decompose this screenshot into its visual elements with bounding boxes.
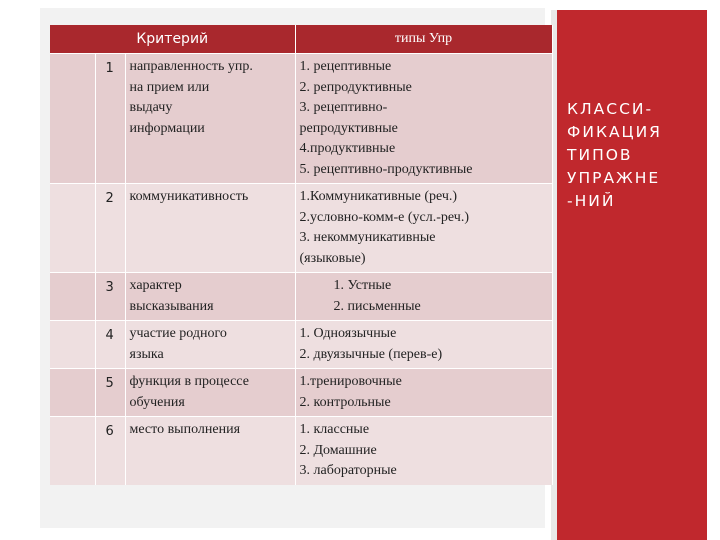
criterion-line: высказывания	[129, 298, 214, 314]
side-gutter-cell	[50, 369, 95, 417]
header-types: типы Упр	[295, 25, 552, 54]
row-number: 5	[95, 369, 125, 417]
type-line: 1. классные	[299, 422, 370, 437]
criterion-line: языка	[129, 346, 164, 362]
type-line: 1.тренировочные	[299, 374, 402, 389]
criterion-cell	[125, 417, 295, 485]
classification-table	[50, 25, 553, 485]
criterion-cell	[125, 273, 295, 321]
criterion-line: информации	[129, 120, 205, 136]
slide-title: КЛАССИ- ФИКАЦИЯ ТИПОВ УПРАЖНЕ -НИЙ	[567, 100, 662, 210]
row-number: 2	[95, 184, 125, 273]
row-number: 1	[95, 54, 125, 184]
table-row	[50, 54, 552, 184]
table-row	[50, 417, 552, 485]
table-row	[50, 273, 552, 321]
side-gutter-cell	[50, 54, 95, 184]
criterion-line: участие родного	[129, 326, 227, 341]
header-criterion: Критерий	[50, 25, 295, 54]
row-number: 4	[95, 321, 125, 369]
criterion-line: на прием или	[129, 79, 210, 95]
criterion-line: характер	[129, 278, 182, 293]
criterion-cell	[125, 184, 295, 273]
criterion-cell	[125, 369, 295, 417]
type-line: 5. рецептивно-продуктивные	[299, 161, 473, 177]
type-line: 3. рецептивно-	[299, 100, 388, 115]
type-line: 2. контрольные	[299, 394, 391, 410]
type-line: 1. Устные	[333, 278, 392, 293]
types-cell	[295, 417, 552, 485]
criterion-cell	[125, 54, 295, 184]
types-cell	[295, 321, 552, 369]
type-line: 2. репродуктивные	[299, 79, 412, 95]
criterion-cell	[125, 321, 295, 369]
type-line: 3. лабораторные	[299, 463, 397, 478]
row-number: 3	[95, 273, 125, 321]
side-gutter-cell	[50, 184, 95, 273]
criterion-line: выдачу	[129, 100, 173, 115]
criterion-line: коммуникативность	[129, 189, 249, 204]
types-cell	[295, 184, 552, 273]
side-gutter-cell	[50, 321, 95, 369]
type-line: 1. рецептивные	[299, 59, 392, 74]
type-line: (языковые)	[299, 250, 366, 266]
criterion-line: функция в процессе	[129, 374, 249, 389]
table-body	[50, 54, 552, 485]
table-row	[50, 184, 552, 273]
table-header	[50, 25, 552, 54]
side-gutter-cell	[50, 273, 95, 321]
row-number: 6	[95, 417, 125, 485]
type-line: 1.Коммуникативные (реч.)	[299, 189, 458, 204]
title-panel	[557, 10, 707, 540]
criterion-line: место выполнения	[129, 422, 241, 437]
type-line: 2.условно-комм-е (усл.-реч.)	[299, 209, 469, 225]
types-cell	[295, 273, 552, 321]
table-row	[50, 369, 552, 417]
type-line: 2. двуязычные (перев-е)	[299, 346, 443, 362]
side-gutter-cell	[50, 417, 95, 485]
type-line: 2. письменные	[333, 298, 421, 314]
type-line: 4.продуктивные	[299, 141, 396, 156]
table-row	[50, 321, 552, 369]
type-line: 3. некоммуникативные	[299, 230, 436, 245]
type-line: 1. Одноязычные	[299, 326, 397, 341]
type-line: 2. Домашние	[299, 442, 377, 458]
criterion-line: обучения	[129, 394, 185, 410]
types-cell	[295, 54, 552, 184]
criterion-line: направленность упр.	[129, 59, 253, 74]
types-cell	[295, 369, 552, 417]
type-line: репродуктивные	[299, 120, 398, 136]
